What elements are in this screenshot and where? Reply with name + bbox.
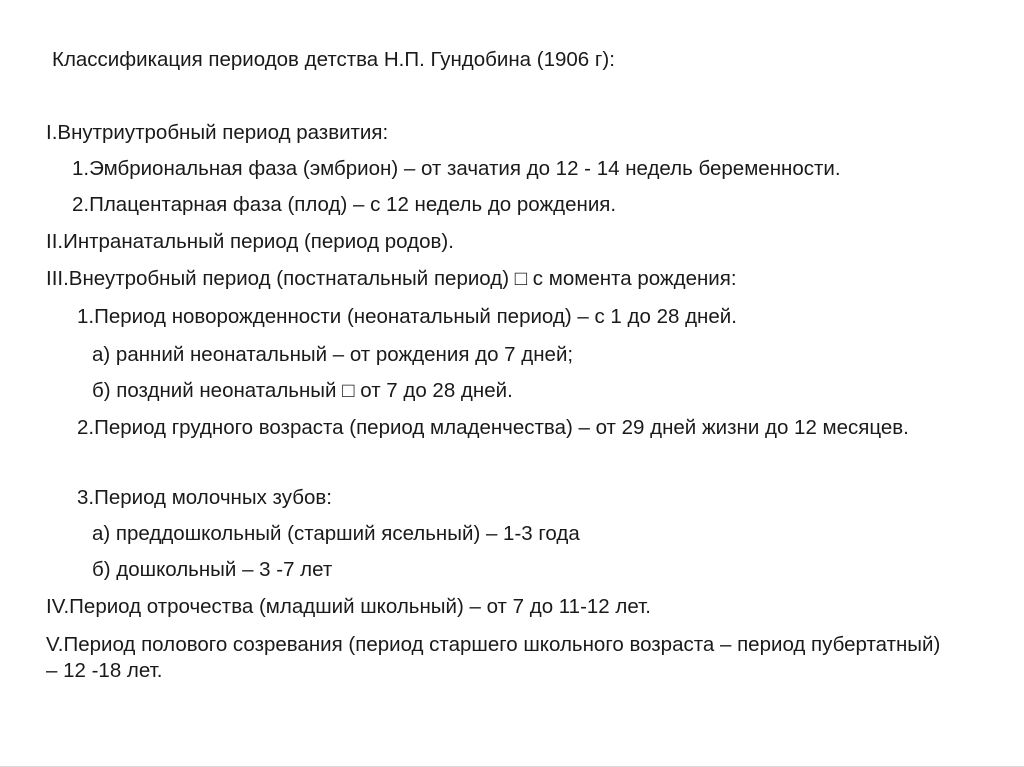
slide-title: Классификация периодов детства Н.П. Гундобина (1906 г): [52,48,615,71]
section-1-heading: I.Внутриутробный период развития: [46,121,389,144]
section-4-heading: IV.Период отрочества (младший школьный) – от 7 до 11-12 лет. [46,595,651,618]
section-3-item-3: 3.Период молочных зубов: [77,486,332,509]
section-3-item-2: 2.Период грудного возраста (период младенчества) – от 29 дней жизни до 12 месяцев. [77,416,909,439]
section-3-item-1: 1.Период новорожденности (неонатальный период) – с 1 до 28 дней. [77,305,737,328]
section-3-item-1-a: а) ранний неонатальный – от рождения до 7 дней; [92,343,574,366]
section-3-item-3-b: б) дошкольный – 3 -7 лет [92,558,333,581]
section-3-item-3-a: а) преддошкольный (старший ясельный) – 1-3 года [92,522,580,545]
section-1-item-1: 1.Эмбриональная фаза (эмбрион) – от зачатия до 12 - 14 недель беременности. [72,157,841,180]
section-3-heading: III.Внеутробный период (постнатальный период) □ с момента рождения: [46,267,737,290]
section-2-heading: II.Интранатальный период (период родов). [46,230,454,253]
section-1-item-2: 2.Плацентарная фаза (плод) – с 12 недель до рождения. [72,193,617,216]
section-5-heading: V.Период полового созревания (период старшего школьного возраста – период пубертатный) – 12 -18 лет. [46,633,941,682]
section-3-item-1-b: б) поздний неонатальный □ от 7 до 28 дней. [92,379,513,402]
